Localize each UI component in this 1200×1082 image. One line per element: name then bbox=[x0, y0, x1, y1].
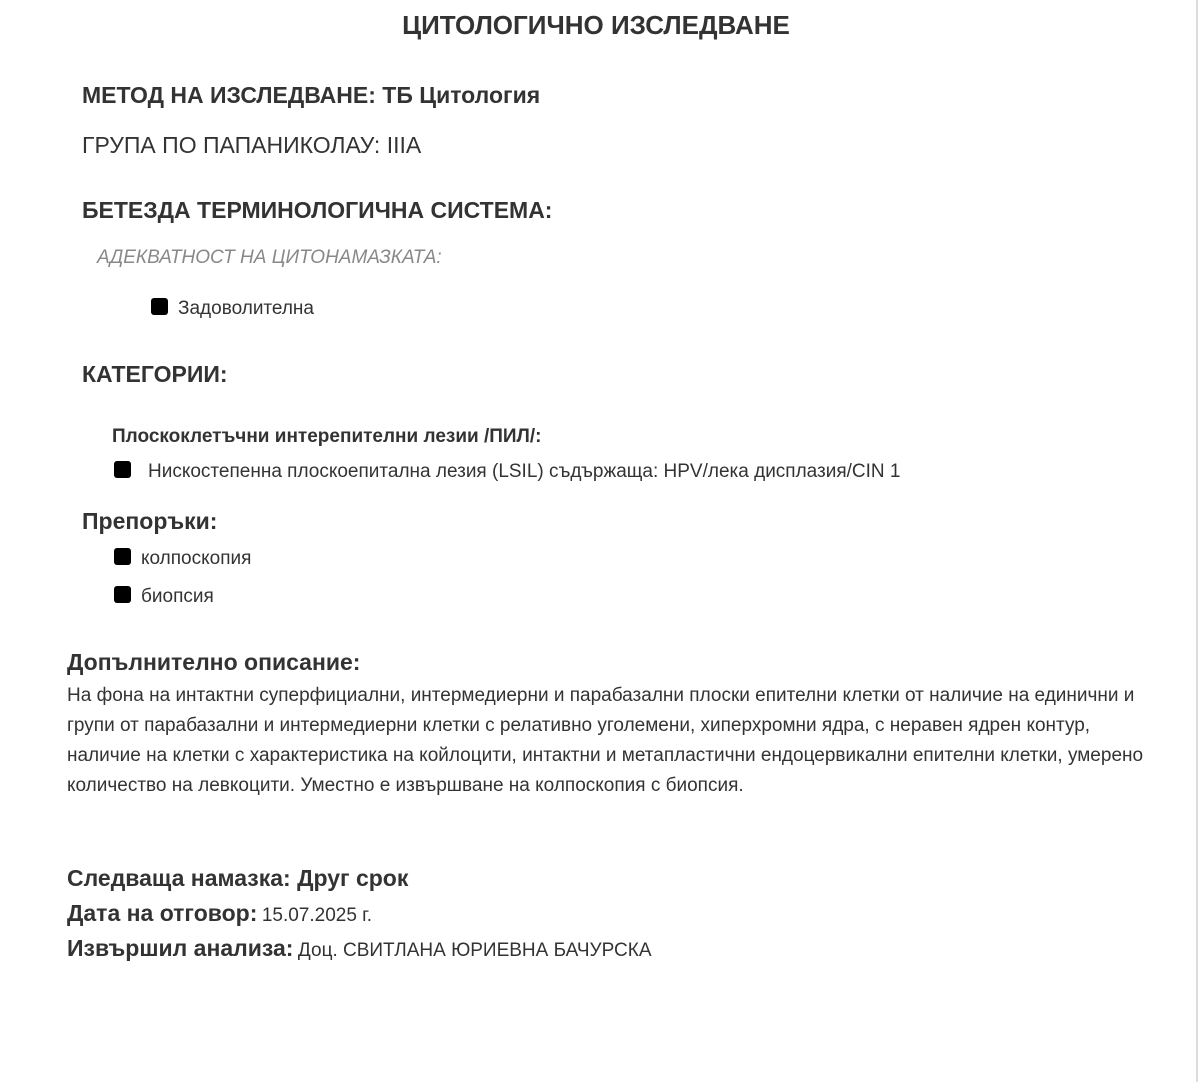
bethesda-heading: БЕТЕЗДА ТЕРМИНОЛОГИЧНА СИСТЕМА: bbox=[82, 197, 553, 223]
description-heading: Допълнително описание: bbox=[67, 649, 361, 675]
checked-square-icon bbox=[151, 298, 168, 315]
papanicolaou-line bbox=[82, 132, 421, 159]
next-smear-value: Друг срок bbox=[297, 865, 409, 891]
categories-heading: КАТЕГОРИИ: bbox=[82, 361, 228, 387]
category-item bbox=[114, 461, 901, 483]
performed-by-label: Извършил анализа: bbox=[67, 935, 294, 961]
checked-square-icon bbox=[114, 548, 131, 565]
document-title: ЦИТОЛОГИЧНО ИЗСЛЕДВАНЕ bbox=[402, 10, 790, 40]
categories-subheading: Плоскоклетъчни интерепителни лезии /ПИЛ/: bbox=[112, 426, 542, 447]
reply-date-line bbox=[67, 900, 372, 927]
recommendations-heading: Препоръки: bbox=[82, 508, 218, 534]
papanicolaou-label: ГРУПА ПО ПАПАНИКОЛАУ: bbox=[82, 132, 381, 158]
performed-by-value: Доц. СВИТЛАНА ЮРИЕВНА БАЧУРСКА bbox=[297, 940, 652, 961]
recommendation-item bbox=[114, 586, 214, 608]
checked-square-icon bbox=[114, 461, 131, 478]
next-smear-line bbox=[67, 865, 408, 892]
method-line bbox=[82, 82, 540, 109]
papanicolaou-value: IIIA bbox=[386, 132, 422, 158]
reply-date-label: Дата на отговор: bbox=[67, 900, 258, 926]
recommendation-text: биопсия bbox=[141, 586, 214, 607]
description-text: На фона на интактни суперфициални, интермедиерни и парабазални плоски епителни клетки от наличие на единични и групи от парабазални и интермедиерни клетки с релативно уголемени, хиперхромни ядра, с неравен ядрен контур, наличие на клетки с характеристика на койлоцити, интактни и метапластични ендоцервикални епителни клетки, умерено количество на левкоцити. Уместно е извършване на колпоскопия с биопсия. bbox=[67, 685, 1144, 796]
method-label: МЕТОД НА ИЗСЛЕДВАНЕ: bbox=[82, 82, 376, 108]
performed-by-line bbox=[67, 935, 652, 962]
category-item-text: Нискостепенна плоскоепитална лезия (LSIL) съдържаща: HPV/лека дисплазия/CIN 1 bbox=[148, 461, 901, 482]
checked-square-icon bbox=[114, 586, 131, 603]
next-smear-label: Следваща намазка: bbox=[67, 865, 291, 891]
reply-date-value: 15.07.2025 г. bbox=[261, 905, 373, 926]
adequacy-item bbox=[151, 298, 314, 320]
adequacy-label: АДЕКВАТНОСТ НА ЦИТОНАМАЗКАТА: bbox=[97, 247, 442, 268]
method-value: ТБ Цитология bbox=[382, 82, 541, 108]
page-edge bbox=[1196, 0, 1198, 1082]
adequacy-value: Задоволителна bbox=[178, 298, 314, 319]
recommendation-item bbox=[114, 548, 251, 570]
recommendation-text: колпоскопия bbox=[141, 548, 252, 569]
